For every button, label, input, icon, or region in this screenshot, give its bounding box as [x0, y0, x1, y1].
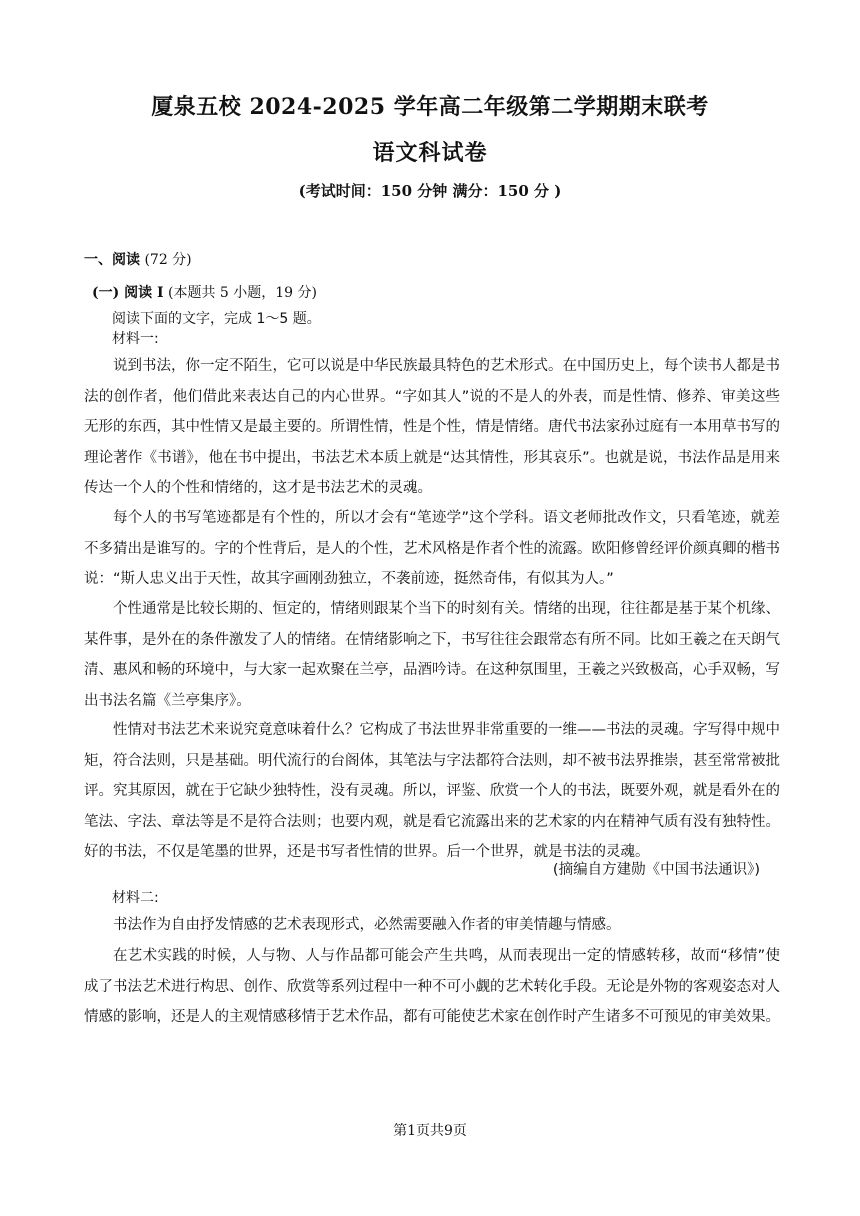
- material1-paragraph-3: 个性通常是比较长期的、恒定的，情绪则跟某个当下的时刻有关。情绪的出现，往往都是基于某个机缘、某件事，是外在的条件激发了人的情绪。在情绪影响之下，书写往往会跟常态有所不同。比如王羲之在天朗气清、惠风和畅的环境中，与大家一起欢聚在兰亭，品酒吟诗。在这种氛围里，王羲之兴致极高，心手双畅，写出书法名篇《兰亭集序》。: [84, 601, 780, 709]
- page-number: 第1页共9页: [393, 1123, 467, 1139]
- material1-source: (摘编自方建勋《中国书法通识》): [552, 862, 760, 878]
- material1-paragraph-2: 每个人的书写笔迹都是有个性的，所以才会有“笔迹学”这个学科。语文老师批改作文，只看笔迹，就差不多猜出是谁写的。字的个性背后，是人的个性，艺术风格是作者个性的流露。欧阳修曾经评价颜真卿的楷书说：“斯人忠义出于天性，故其字画刚劲独立，不袭前迹，挺然奇伟，有似其为人。”: [84, 510, 780, 587]
- material1-label: 材料一:: [112, 331, 159, 347]
- exam-title: 厦泉五校 2024-2025 学年高二年级第二学期期末联考: [151, 94, 709, 120]
- part-desc: (本题共 5 小题，19 分): [168, 285, 317, 301]
- material2-paragraph-1: 书法作为自由抒发情感的艺术表现形式，必然需要融入作者的审美情趣与情感。: [113, 917, 621, 933]
- material2-label: 材料二:: [112, 890, 159, 906]
- material2-paragraph-2: 在艺术实践的时候，人与物、人与作品都可能会产生共鸣，从而表现出一定的情感转移，故而“移情”使成了书法艺术进行构思、创作、欣赏等系列过程中一种不可小觑的艺术转化手段。无论是外物的客观姿态对人情感的影响，还是人的主观情感移情于艺术作品，都有可能使艺术家在创作时产生诸多不可预见的审美效果。: [84, 948, 780, 1025]
- reading-instruction: 阅读下面的文字，完成 1～5 题。: [112, 311, 321, 327]
- part-heading: [92, 282, 317, 302]
- exam-subject: 语文科试卷: [372, 140, 488, 166]
- section-heading: [84, 249, 192, 269]
- section-title: 一、阅读: [84, 252, 140, 268]
- section-score: (72 分): [144, 252, 192, 268]
- part-title: (一) 阅读 I: [92, 285, 164, 301]
- material1-paragraph-1: 说到书法，你一定不陌生，它可以说是中华民族最具特色的艺术形式。在中国历史上，每个读书人都是书法的创作者，他们借此来表达自己的内心世界。“字如其人”说的不是人的外表，而是性情、修养、审美这些无形的东西，其中性情又是最主要的。所谓性情，性是个性，情是情绪。唐代书法家孙过庭有一本用草书写的理论著作《书谱》，他在书中提出，书法艺术本质上就是“达其情性，形其哀乐”。也就是说，书法作品是用来传达一个人的个性和情绪的，这才是书法艺术的灵魂。: [84, 358, 780, 496]
- material1-paragraph-4: 性情对书法艺术来说究竟意味着什么？它构成了书法世界非常重要的一维——书法的灵魂。字写得中规中矩，符合法则，只是基础。明代流行的台阁体，其笔法与字法都符合法则，却不被书法界推崇，甚至常常被批评。究其原因，就在于它缺少独特性，没有灵魂。所以，评鉴、欣赏一个人的书法，既要外观，就是看外在的笔法、字法、章法等是不是符合法则；也要内观，就是看它流露出来的艺术家的内在精神气质有没有独特性。好的书法，不仅是笔墨的世界，还是书写者性情的世界。后一个世界，就是书法的灵魂。: [84, 722, 780, 860]
- exam-info: (考试时间：150 分钟 满分：150 分 ): [298, 182, 562, 200]
